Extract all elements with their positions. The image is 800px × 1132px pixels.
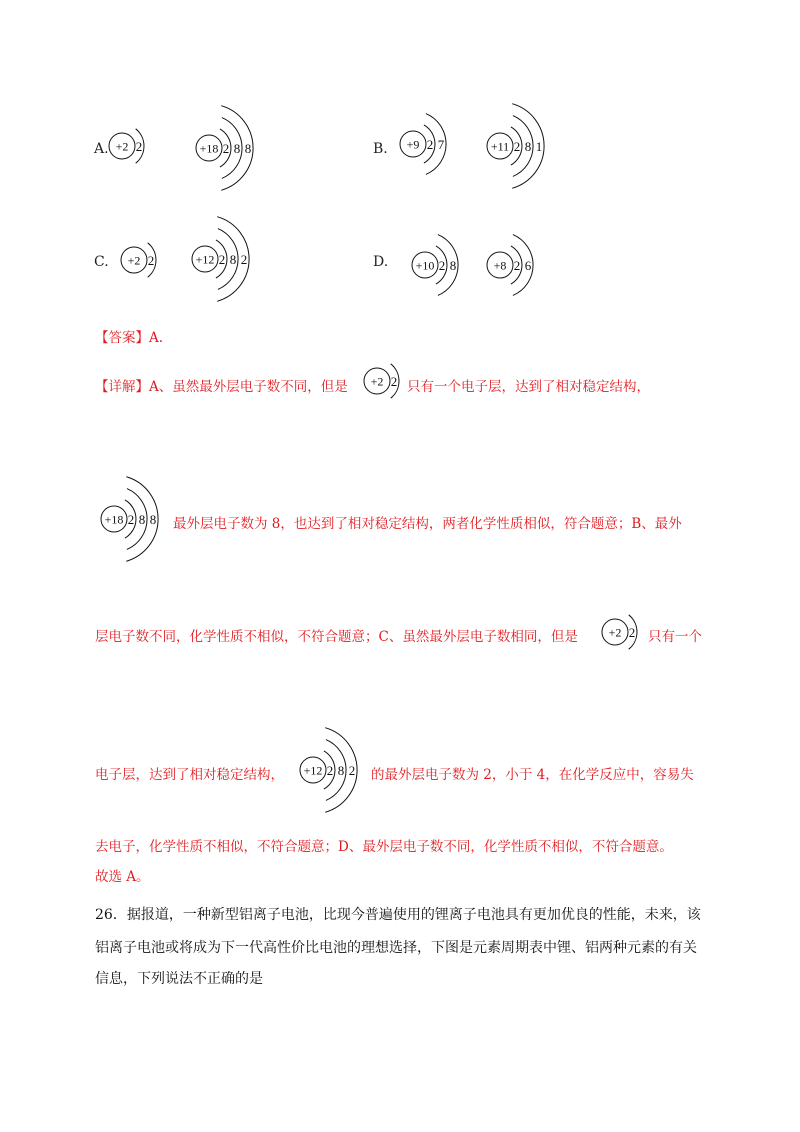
- shell-electron-count: 8: [149, 512, 157, 527]
- shell-electron-count: 8: [233, 141, 241, 156]
- atom-diagram-d2: [485, 216, 551, 314]
- explanation-line-3: 层电子数不同，化学性质不相似，不符合题意；C、虽然最外层电子数相同，但是: [95, 629, 578, 645]
- nucleus-charge: +11: [490, 139, 510, 154]
- explanation-line-1: 【详解】A、虽然最外层电子数不同，但是: [95, 379, 348, 395]
- shell-electron-count: 2: [218, 252, 226, 267]
- shell-electron-count: 2: [628, 625, 636, 640]
- shell-electron-count: 2: [326, 763, 334, 778]
- nucleus-charge: +12: [303, 763, 323, 778]
- option-a-label: A.: [94, 141, 109, 157]
- inline-atom-diagram-4: [298, 710, 375, 830]
- nucleus-charge: +2: [115, 139, 129, 154]
- atom-diagram-d1: [410, 216, 476, 314]
- inline-atom-diagram-2: [99, 459, 176, 579]
- nucleus-charge: +8: [493, 258, 507, 273]
- option-b-label: B.: [373, 141, 388, 157]
- answer-line: [95, 326, 163, 346]
- shell-electron-count: 8: [138, 512, 146, 527]
- nucleus-charge: +2: [370, 374, 384, 389]
- shell-electron-count: 8: [449, 258, 457, 273]
- option-d-label: D.: [373, 254, 389, 270]
- shell-electron-count: 8: [229, 252, 237, 267]
- nucleus-charge: +9: [406, 137, 420, 152]
- shell-electron-count: 2: [135, 139, 143, 154]
- atom-diagram-c1: [119, 222, 174, 298]
- explanation-tag: 【详解】: [95, 379, 149, 395]
- explanation-line-2: 最外层电子数为 8，也达到了相对稳定结构，两者化学性质相似，符合题意；B、最外: [173, 516, 682, 532]
- atom-diagram-c2: [190, 199, 267, 319]
- inline-atom-diagram-3: [600, 594, 655, 670]
- nucleus-charge: +10: [415, 258, 435, 273]
- shell-electron-count: 2: [348, 763, 356, 778]
- nucleus-charge: +18: [199, 141, 219, 156]
- shell-electron-count: 2: [390, 374, 398, 389]
- question-26-line-2: 铝离子电池或将成为下一代高性价比电池的理想选择，下图是元素周期表中锂、铝两种元素的有关: [95, 940, 697, 956]
- shell-electron-count: 8: [337, 763, 345, 778]
- explanation-line-3b: 只有一个: [648, 629, 702, 645]
- answer-value: A.: [149, 330, 164, 346]
- shell-electron-count: 8: [524, 139, 532, 154]
- shell-electron-count: 2: [240, 252, 248, 267]
- nucleus-charge: +12: [195, 252, 215, 267]
- nucleus-charge: +2: [608, 625, 622, 640]
- shell-electron-count: 2: [127, 512, 135, 527]
- atom-diagram-b1: [398, 95, 464, 193]
- shell-electron-count: 2: [438, 258, 446, 273]
- shell-electron-count: 8: [244, 141, 252, 156]
- answer-tag: 【答案】: [95, 330, 149, 346]
- explanation-line-5: 去电子，化学性质不相似，不符合题意；D、最外层电子数不同，化学性质不相似，不符合题意。: [95, 839, 673, 855]
- shell-electron-count: 2: [222, 141, 230, 156]
- shell-electron-count: 2: [513, 258, 521, 273]
- explanation-line-4b: 的最外层电子数为 2，小于 4，在化学反应中，容易失: [371, 767, 694, 783]
- shell-electron-count: 6: [524, 258, 532, 273]
- atom-diagram-a1: [107, 108, 162, 184]
- nucleus-charge: +2: [127, 253, 141, 268]
- explanation-line-1b: 只有一个电子层，达到了相对稳定结构，: [407, 379, 650, 395]
- question-26-line-3: 信息，下列说法不正确的是: [95, 971, 263, 987]
- shell-electron-count: 2: [147, 253, 155, 268]
- shell-electron-count: 2: [513, 139, 521, 154]
- option-c-label: C.: [94, 254, 109, 270]
- atom-diagram-a2: [194, 88, 271, 208]
- explanation-line-4a: 电子层，达到了相对稳定结构，: [95, 767, 284, 783]
- nucleus-charge: +18: [104, 512, 124, 527]
- shell-electron-count: 1: [535, 139, 543, 154]
- explanation-line-6: 故选 A。: [95, 869, 150, 885]
- atom-diagram-b2: [485, 86, 562, 206]
- shell-electron-count: 2: [426, 137, 434, 152]
- shell-electron-count: 7: [437, 137, 445, 152]
- question-26-line-1: 26．据报道，一种新型铝离子电池，比现今普遍使用的锂离子电池具有更加优良的性能，未来，该: [95, 907, 701, 923]
